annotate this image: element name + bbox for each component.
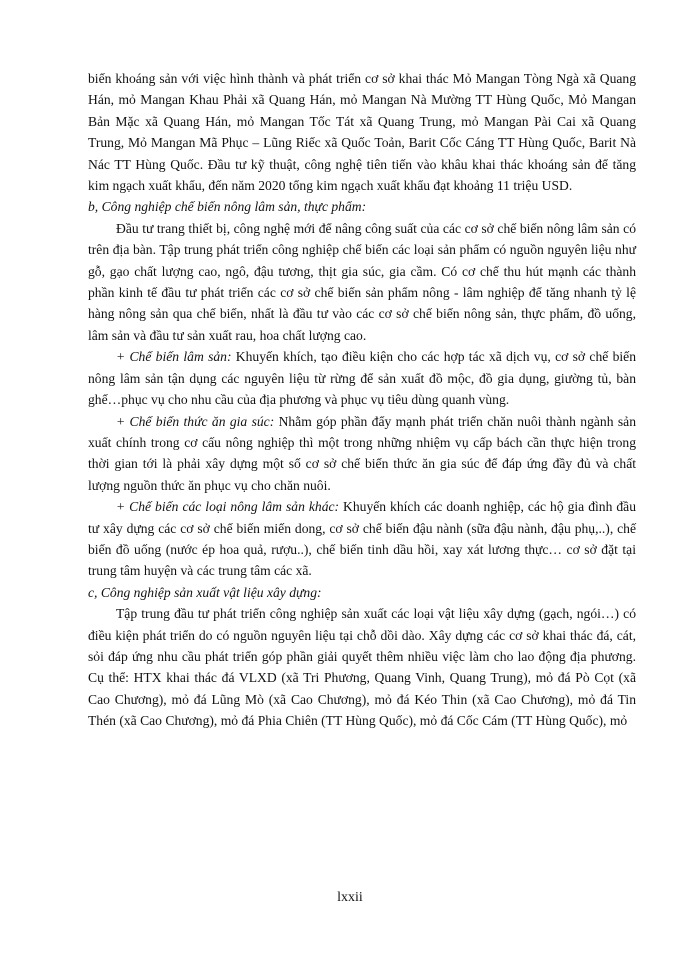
paragraph-body: Khuyến khích, tạo điều kiện cho các hợp tác xã dịch vụ, cơ sở chế biến nông lâm sản tận dụng các nguyên liệu từ rừng để sản xuất đồ mộc, đồ gia dụng, giường tủ, bàn ghế…phục vụ cho nhu cầu của địa phương và phục vụ tiêu dùng quanh vùng. bbox=[88, 349, 636, 408]
paragraph-continued: biến khoáng sản với việc hình thành và phát triển cơ sở khai thác Mỏ Mangan Tòng Ngà xã Quang Hán, mỏ Mangan Khau Phải xã Quang Hán, mỏ Mangan Nà Mường TT Hùng Quốc, Mỏ Mangan Bản Mặc xã Quang Hán, mỏ Mangan Tốc Tát xã Quang Trung, mỏ Mangan Pài Cai xã Quang Trung, Mỏ Mangan Mã Phục – Lũng Riếc xã Quốc Toản, Barit Cốc Cáng TT Hùng Quốc, Barit Nà Nác TT Hùng Quốc. Đầu tư kỹ thuật, công nghệ tiên tiến vào khâu khai thác khoáng sản để tăng kim ngạch xuất khẩu, đến năm 2020 tổng kim ngạch xuất khẩu đạt khoảng 11 triệu USD. bbox=[88, 71, 636, 194]
paragraph-agro-processing: Đầu tư trang thiết bị, công nghệ mới để nâng công suất của các cơ sở chế biến nông lâm sản có trên địa bàn. Tập trung phát triển công nghiệp chế biến các loại sản phẩm có nguồn nguyên liệu như gỗ, gạo chất lượng cao, ngô, đậu tương, thịt gia súc, gia cầm. Có cơ chế thu hút mạnh các thành phần kinh tế đầu tư phát triển các cơ sở chế biến sản phẩm nông - lâm nghiệp để tăng nhanh tỷ lệ hàng nông sản qua chế biến, nhất là đầu tư vào các cơ sở chế biến nông sản, thực phẩm, đồ uống, lâm sản và đầu tư sản xuất rau, hoa chất lượng cao. bbox=[88, 220, 636, 343]
page-number: lxxii bbox=[337, 890, 363, 905]
subheading-animal-feed: + Chế biến thức ăn gia súc: bbox=[116, 413, 275, 429]
subheading-other-products: + Chế biến các loại nông lâm sản khác: bbox=[116, 499, 340, 515]
subheading-forest-products: + Chế biến lâm sản: bbox=[116, 349, 232, 365]
section-heading-b: b, Công nghiệp chế biến nông lâm sản, thực phẩm: bbox=[88, 199, 367, 215]
paragraph-animal-feed bbox=[88, 411, 636, 497]
section-heading-c: c, Công nghiệp sản xuất vật liệu xây dựng: bbox=[88, 584, 322, 600]
paragraph-forest-products bbox=[88, 346, 636, 410]
paragraph-other-products bbox=[88, 496, 636, 582]
paragraph-body: Nhằm góp phần đẩy mạnh phát triển chăn nuôi thành ngành sản xuất chính trong cơ cấu nông nghiệp thì một trong những nhiệm vụ cấp bách cần thực hiện trong thời gian tới là phải xây dựng một số cơ sở chế biến thức ăn gia súc để đáp ứng đầy đủ và chất lượng nguồn thức ăn phục vụ cho chăn nuôi. bbox=[88, 413, 636, 493]
page-body bbox=[88, 68, 636, 732]
paragraph-body: Khuyến khích các doanh nghiệp, các hộ gia đình đầu tư xây dựng các cơ sở chế biến miến dong, cơ sở chế biến đậu nành (sữa đậu nành, đậu phụ,..), chế biến đồ uống (nước ép hoa quả, rượu..), chế biến tinh dầu hồi, xay xát lương thực… cơ sở đặt tại trung tâm huyện và các trung tâm các xã. bbox=[88, 499, 636, 579]
paragraph-construction-materials: Tập trung đầu tư phát triển công nghiệp sản xuất các loại vật liệu xây dựng (gạch, ngói…) có điều kiện phát triển do có nguồn nguyên liệu tại chỗ dồi dào. Xây dựng các cơ sở khai thác đá, cát, sỏi đáp ứng nhu cầu phát triển góp phần giải quyết thêm nhiều việc làm cho lao động địa phương. Cụ thể: HTX khai thác đá VLXD (xã Tri Phương, Quang Vinh, Quang Trung), mỏ đá Pò Cọt (xã Cao Chương), mỏ đá Lũng Mò (xã Cao Chương), mỏ đá Kéo Thin (xã Cao Chương), mỏ đá Tin Thén (xã Cao Chương), mỏ đá Phia Chiên (TT Hùng Quốc), mỏ đá Cốc Cám (TT Hùng Quốc), mỏ bbox=[88, 606, 636, 729]
